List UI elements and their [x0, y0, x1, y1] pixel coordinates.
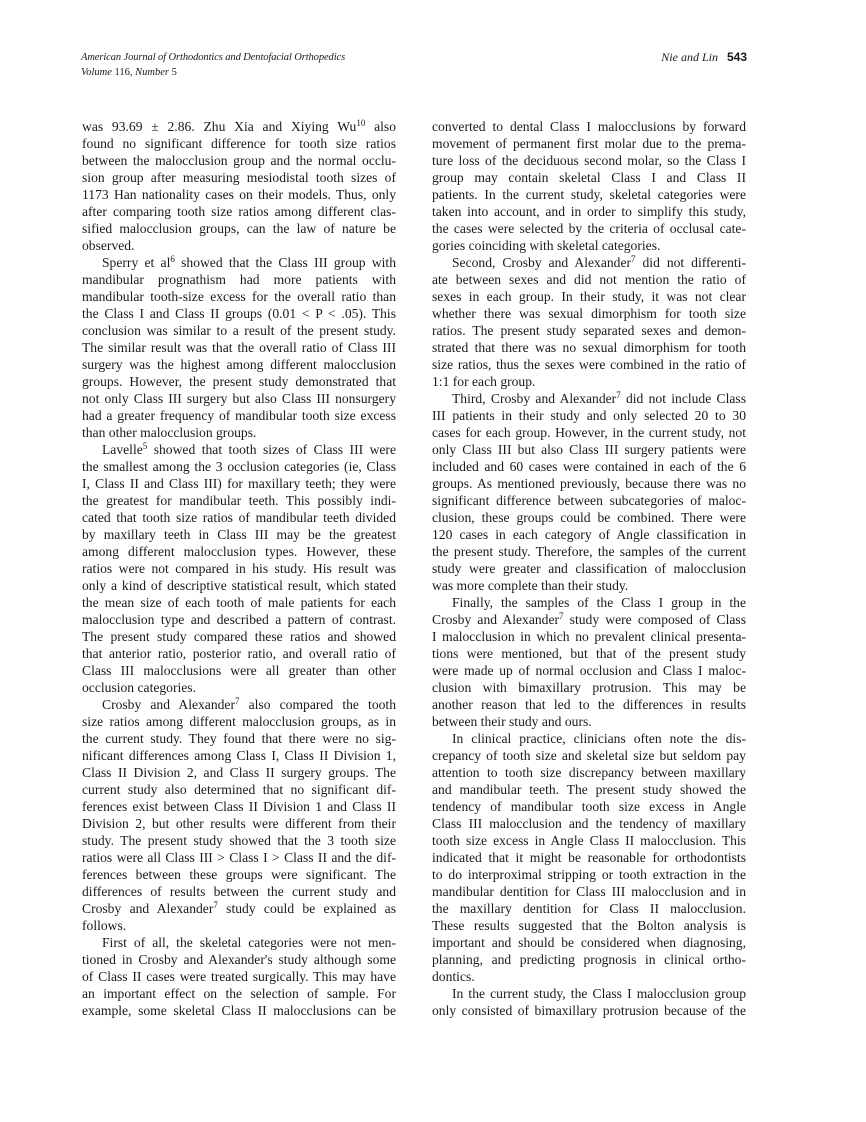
text-line	[82, 441, 396, 458]
text-line	[82, 883, 396, 900]
line-text: These results suggested that the Bolton analysis is	[432, 918, 746, 933]
line-text: were made up of normal occlusion and Class I maloc-	[432, 663, 746, 678]
line-text: between the malocclusion group and the normal occlu-	[82, 153, 396, 168]
text-line	[432, 441, 746, 458]
line-text: Crosby and Alexander	[82, 901, 214, 916]
line-text-continued: also compared the tooth	[239, 697, 396, 712]
line-text: Division 2, but other results were different from their	[82, 816, 396, 831]
text-line	[82, 543, 396, 560]
line-text: was more complete than their study.	[432, 578, 629, 593]
line-text: groups. However, the present study demonstrated that	[82, 374, 396, 389]
line-text: sion group after measuring mesiodistal tooth sizes of	[82, 170, 396, 185]
running-header	[81, 50, 747, 80]
line-text: ratios. The present study separated sexes and demon-	[432, 323, 746, 338]
line-text: ferences between these groups were significant. The	[82, 867, 396, 882]
text-line	[432, 475, 746, 492]
text-line	[432, 1002, 746, 1019]
line-text: study were greater and classification of malocclusion	[432, 561, 746, 576]
text-line	[432, 509, 746, 526]
text-line	[82, 611, 396, 628]
text-line	[82, 951, 396, 968]
text-line	[432, 407, 746, 424]
line-text: tendency of mandibular tooth size excess in Angle	[432, 799, 746, 814]
text-line	[82, 645, 396, 662]
text-line	[432, 594, 746, 611]
text-line	[432, 135, 746, 152]
text-line	[82, 509, 396, 526]
text-line	[432, 781, 746, 798]
text-line	[82, 662, 396, 679]
line-text: the cases were selected by the criteria of occlusal cate-	[432, 221, 746, 236]
text-line	[82, 492, 396, 509]
text-line	[432, 356, 746, 373]
citation-superscript: 10	[356, 118, 366, 128]
text-line	[432, 866, 746, 883]
line-text: Crosby and Alexander	[102, 697, 235, 712]
text-line	[82, 203, 396, 220]
line-text: I malocclusion in which no prevalent clinical presenta-	[432, 629, 746, 644]
line-text: cated that tooth size ratios of mandibular teeth divided	[82, 510, 396, 525]
line-text: Finally, the samples of the Class I group in the	[452, 595, 746, 610]
text-line	[432, 339, 746, 356]
text-line	[82, 917, 396, 934]
line-text: was 93.69 ± 2.86. Zhu Xia and Xiying Wu	[82, 119, 357, 134]
text-line	[82, 475, 396, 492]
line-text: Crosby and Alexander	[432, 612, 560, 627]
line-text: surgery was the highest among different malocclusion	[82, 357, 396, 372]
line-text-continued: study could be explained as	[217, 901, 396, 916]
line-text: I, Class II and Class III) for maxillary teeth; they were	[82, 476, 396, 491]
line-text: an important effect on the selection of sample. For	[82, 986, 396, 1001]
line-text: conclusion was similar to a result of the present study.	[82, 323, 396, 338]
citation-superscript: 5	[142, 441, 148, 451]
text-line	[432, 186, 746, 203]
text-line	[432, 764, 746, 781]
text-line	[82, 322, 396, 339]
line-text: and mandibular teeth. The present study showed the	[432, 782, 746, 797]
text-line	[432, 169, 746, 186]
line-text: another reason that led to the differences in results	[432, 697, 746, 712]
text-line	[82, 186, 396, 203]
line-text-continued: also	[365, 119, 397, 134]
text-line	[432, 696, 746, 713]
line-text: taken into account, and in order to simplify this study,	[432, 204, 746, 219]
text-line	[82, 832, 396, 849]
text-line	[432, 322, 746, 339]
line-text: observed.	[82, 238, 135, 253]
line-text: only Class III but also Class III surgery patients were	[432, 442, 746, 457]
line-text: III patients in their study and only selected 20 to 30	[432, 408, 746, 423]
line-text: ture loss of the deciduous second molar, so the Class I	[432, 153, 746, 168]
citation-superscript: 7	[213, 900, 218, 910]
line-text: the Class I and Class II groups (0.01 < P < .05). This	[82, 306, 396, 321]
text-line	[82, 679, 396, 696]
text-line	[82, 305, 396, 322]
line-text: strated that there was no sexual dimorphism for tooth	[432, 340, 746, 355]
text-line	[432, 815, 746, 832]
text-line	[432, 373, 746, 390]
line-text: sexes in each group. In their study, it was not clear	[432, 289, 746, 304]
line-text: sified malocclusion groups, can the law of nature be	[82, 221, 396, 236]
line-text: mandibular dentition for Class III malocclusion and in	[432, 884, 746, 899]
text-line	[82, 271, 396, 288]
citation-superscript: 7	[559, 611, 564, 621]
line-text: Lavelle	[102, 442, 143, 457]
author-names: Nie and Lin	[661, 50, 718, 64]
line-text: after comparing tooth size ratios among different clas-	[82, 204, 396, 219]
left-text-column	[82, 118, 396, 1019]
text-line	[432, 271, 746, 288]
line-text: than other malocclusion groups.	[82, 425, 257, 440]
text-line	[82, 560, 396, 577]
volume-number: 116,	[114, 67, 133, 78]
line-text: Sperry et al	[102, 255, 171, 270]
line-text: only consisted of bimaxillary protrusion because of the	[432, 1003, 746, 1018]
line-text: 1173 Han nationality cases on their models. Thus, only	[82, 187, 396, 202]
text-line	[432, 883, 746, 900]
text-line	[82, 628, 396, 645]
line-text: clusion, these groups could be combined. There were	[432, 510, 746, 525]
line-text: the greatest for mandibular teeth. This possibly indi-	[82, 493, 396, 508]
text-line	[82, 373, 396, 390]
text-line	[82, 254, 396, 271]
line-text: converted to dental Class I malocclusions by forward	[432, 119, 746, 134]
line-text: patients. In the current study, skeletal categories were	[432, 187, 746, 202]
line-text: study. The present study showed that the 3 tooth size	[82, 833, 396, 848]
line-text: size ratios among different malocclusion groups, as in	[82, 714, 396, 729]
line-text: In the current study, the Class I malocclusion group	[452, 986, 746, 1001]
text-line	[82, 798, 396, 815]
line-text: malocclusion type and described a pattern of contrast.	[82, 612, 396, 627]
journal-title: American Journal of Orthodontics and Dentofacial Orthopedics	[81, 52, 346, 63]
text-line	[432, 288, 746, 305]
text-line	[82, 526, 396, 543]
line-text: included and 60 cases were contained in each of the 6	[432, 459, 746, 474]
text-line	[432, 679, 746, 696]
citation-superscript: 7	[616, 390, 621, 400]
text-line	[82, 169, 396, 186]
line-text-continued: did not differenti-	[635, 255, 747, 270]
text-line	[82, 237, 396, 254]
text-line	[432, 577, 746, 594]
line-text: First of all, the skeletal categories were not men-	[102, 935, 396, 950]
text-line	[432, 968, 746, 985]
right-text-column	[432, 118, 746, 1019]
text-line	[432, 118, 746, 135]
text-line	[82, 730, 396, 747]
line-text: mandibular prognathism had more patients with	[82, 272, 396, 287]
line-text: of Class II cases were treated surgically. This may have	[82, 969, 396, 984]
text-line	[82, 152, 396, 169]
text-line	[432, 849, 746, 866]
line-text: tooth size excess in Angle Class II malocclusion. This	[432, 833, 746, 848]
text-line	[82, 339, 396, 356]
text-line	[432, 220, 746, 237]
number-label: Number	[135, 67, 170, 78]
line-text: The present study compared these ratios and showed	[82, 629, 396, 644]
text-line	[82, 356, 396, 373]
text-line	[82, 815, 396, 832]
citation-superscript: 7	[631, 254, 636, 264]
line-text: planning, and predicting prognosis in clinical ortho-	[432, 952, 746, 967]
line-text: ratios were all Class III > Class I > Class II and the dif-	[82, 850, 396, 865]
line-text: ferences exist between Class II Division 1 and Class II	[82, 799, 396, 814]
line-text: follows.	[82, 918, 127, 933]
line-text-continued: showed that tooth sizes of Class III were	[147, 442, 396, 457]
text-line	[82, 747, 396, 764]
line-text: The similar result was that the overall ratio of Class III	[82, 340, 396, 355]
text-line	[82, 866, 396, 883]
line-text: indicated that it might be reasonable for orthodontists	[432, 850, 746, 865]
line-text: nificant differences among Class I, Class II Division 1,	[82, 748, 396, 763]
text-line	[82, 934, 396, 951]
page-number: 543	[726, 50, 747, 64]
line-text: the mean size of each tooth of male patients for each	[82, 595, 396, 610]
line-text: found no significant difference for tooth size ratios	[82, 136, 396, 151]
line-text: that anterior ratio, posterior ratio, and overall ratio of	[82, 646, 396, 661]
text-line	[82, 458, 396, 475]
text-line	[82, 288, 396, 305]
line-text: 1:1 for each group.	[432, 374, 536, 389]
text-line	[82, 764, 396, 781]
line-text: tioned in Crosby and Alexander's study although some	[82, 952, 396, 967]
line-text: attention to tooth size discrepancy between maxillary	[432, 765, 746, 780]
text-line	[432, 305, 746, 322]
line-text-continued: showed that the Class III group with	[174, 255, 396, 270]
line-text: the current study. They found that there were no sig-	[82, 731, 396, 746]
line-text: among different malocclusion types. However, these	[82, 544, 396, 559]
text-line	[432, 985, 746, 1002]
line-text: by maxillary teeth in Class III may be the greatest	[82, 527, 396, 542]
line-text: current study also determined that no significant dif-	[82, 782, 396, 797]
text-line	[432, 900, 746, 917]
line-text: occlusion categories.	[82, 680, 196, 695]
text-line	[432, 917, 746, 934]
text-line	[432, 832, 746, 849]
line-text: group may contain skeletal Class I and Class II	[432, 170, 746, 185]
line-text: only a kind of descriptive statistical result, which stated	[82, 578, 396, 593]
text-line	[432, 424, 746, 441]
volume-issue	[81, 65, 747, 80]
text-line	[82, 1002, 396, 1019]
citation-superscript: 7	[235, 696, 240, 706]
text-line	[82, 424, 396, 441]
line-text: the present study. Therefore, the samples of the current	[432, 544, 746, 559]
text-line	[432, 543, 746, 560]
text-line	[432, 747, 746, 764]
line-text: had a greater frequency of mandibular tooth size excess	[82, 408, 396, 423]
number-value: 5	[171, 67, 177, 78]
line-text: Second, Crosby and Alexander	[452, 255, 632, 270]
text-line	[432, 713, 746, 730]
text-line	[432, 951, 746, 968]
text-line	[432, 237, 746, 254]
text-line	[82, 985, 396, 1002]
text-line	[432, 390, 746, 407]
text-line	[432, 254, 746, 271]
line-text: important and should be considered when diagnosing,	[432, 935, 746, 950]
line-text: example, some skeletal Class II malocclusions can be	[82, 1003, 396, 1018]
text-line	[82, 577, 396, 594]
text-line	[82, 220, 396, 237]
line-text-continued: study were composed of Class	[563, 612, 747, 627]
running-head-right	[661, 50, 747, 65]
line-text: groups. As mentioned previously, because there was no	[432, 476, 746, 491]
line-text-continued: did not include Class	[620, 391, 746, 406]
text-line	[432, 662, 746, 679]
text-line	[432, 934, 746, 951]
text-line	[82, 118, 396, 135]
line-text: size ratios, thus the sexes were combined in the ratio of	[432, 357, 746, 372]
line-text: gories coinciding with skeletal categories.	[432, 238, 661, 253]
text-line	[432, 611, 746, 628]
line-text: ratios were not compared in his study. His result was	[82, 561, 396, 576]
line-text: In clinical practice, clinicians often note the dis-	[452, 731, 746, 746]
volume-label: Volume	[81, 67, 112, 78]
line-text: Class III malocclusions were all greater than other	[82, 663, 396, 678]
text-line	[82, 407, 396, 424]
text-line	[82, 849, 396, 866]
text-line	[432, 203, 746, 220]
line-text: tions were mentioned, but that of the present study	[432, 646, 746, 661]
line-text: between their study and ours.	[432, 714, 592, 729]
text-line	[432, 560, 746, 577]
text-line	[432, 730, 746, 747]
line-text: dontics.	[432, 969, 475, 984]
text-line	[82, 390, 396, 407]
line-text: significant difference between subcategories of maloc-	[432, 493, 746, 508]
line-text: differences of results between the current study and	[82, 884, 396, 899]
line-text: cases for each group. However, in the current study, not	[432, 425, 746, 440]
line-text: Class III malocclusion and the tendency of maxillary	[432, 816, 746, 831]
citation-superscript: 6	[170, 254, 175, 264]
text-line	[432, 526, 746, 543]
line-text: movement of permanent first molar due to the prema-	[432, 136, 746, 151]
line-text: Class II Division 2, and Class II surgery groups. The	[82, 765, 396, 780]
text-line	[82, 781, 396, 798]
text-line	[82, 696, 396, 713]
text-line	[432, 492, 746, 509]
text-line	[432, 798, 746, 815]
line-text: ate between sexes and did not mention the ratio of	[432, 272, 746, 287]
line-text: clusion with bimaxillary protrusion. This may be	[432, 680, 746, 695]
text-line	[82, 594, 396, 611]
line-text: 120 cases in each category of Angle classification in	[432, 527, 746, 542]
text-line	[432, 458, 746, 475]
text-line	[432, 152, 746, 169]
line-text: not only Class III surgery but also Class III nonsurgery	[82, 391, 396, 406]
line-text: Third, Crosby and Alexander	[452, 391, 617, 406]
text-line	[432, 645, 746, 662]
text-line	[432, 628, 746, 645]
line-text: the maxillary dentition for Class II malocclusion.	[432, 901, 746, 916]
line-text: to do interproximal stripping or tooth extraction in the	[432, 867, 746, 882]
text-line	[82, 135, 396, 152]
line-text: mandibular tooth-size excess for the overall ratio than	[82, 289, 396, 304]
line-text: the smallest among the 3 occlusion categories (ie, Class	[82, 459, 396, 474]
text-line	[82, 900, 396, 917]
line-text: crepancy of tooth size and skeletal size but seldom pay	[432, 748, 746, 763]
text-line	[82, 713, 396, 730]
text-line	[82, 968, 396, 985]
line-text: whether there was sexual dimorphism for tooth size	[432, 306, 746, 321]
